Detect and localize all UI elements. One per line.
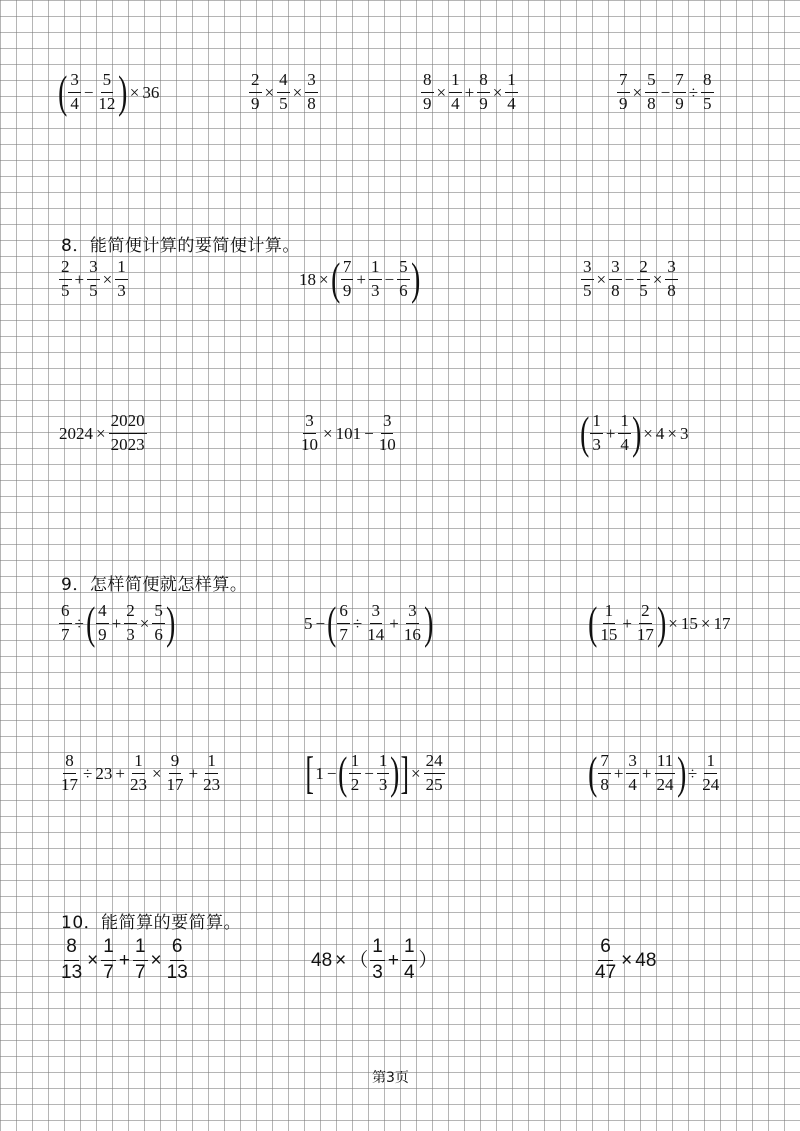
fraction (701, 71, 714, 113)
operator: × (96, 423, 106, 443)
denominator: 24 (656, 774, 674, 794)
denominator: 3 (372, 961, 383, 983)
fraction (59, 752, 80, 794)
denominator: 24 (702, 774, 720, 794)
numerator: 1 (449, 71, 462, 93)
fraction (59, 258, 72, 300)
fraction (598, 602, 619, 644)
denominator: 6 (154, 624, 163, 644)
operator: ÷ (687, 763, 698, 783)
numerator: 3 (626, 752, 639, 774)
denominator: 7 (339, 624, 348, 644)
problem-p17 (58, 937, 191, 984)
operator: × (87, 949, 99, 971)
number: 1 (315, 763, 324, 783)
fraction (449, 71, 462, 113)
operator: + (464, 82, 475, 102)
section-heading-8: 8．能简便计算的要简便计算。 (61, 236, 300, 256)
fraction (617, 71, 630, 113)
operator: ÷ (688, 82, 699, 102)
denominator: 14 (367, 624, 385, 644)
fraction (115, 258, 128, 300)
problem-p1 (58, 66, 160, 118)
problem-p19 (592, 937, 657, 984)
denominator: 7 (134, 961, 146, 983)
fraction (370, 937, 385, 984)
operator: ÷ (352, 613, 363, 633)
denominator: 5 (583, 280, 592, 300)
numerator: 5 (645, 71, 658, 93)
fraction (349, 752, 362, 794)
number: 101 (335, 423, 362, 443)
fraction (609, 258, 622, 300)
fraction (249, 71, 262, 113)
parenthesis: ( (85, 597, 96, 649)
operator: + (115, 763, 125, 783)
numerator: 6 (337, 602, 350, 624)
denominator: 8 (600, 774, 609, 794)
fraction (593, 937, 618, 984)
fraction (133, 937, 148, 984)
denominator: 47 (595, 961, 617, 983)
numerator: 1 (603, 602, 616, 624)
denominator: 4 (620, 434, 629, 454)
parenthesis: ) (390, 747, 400, 799)
page-number: 第3页 (372, 1070, 409, 1086)
numerator: 1 (132, 752, 145, 774)
denominator: 7 (61, 624, 70, 644)
parenthesis: ( (588, 597, 598, 649)
fraction (337, 602, 350, 644)
numerator: 3 (68, 71, 81, 93)
operator: + (356, 269, 367, 289)
problem-p9 (298, 412, 399, 454)
operator: + (387, 949, 399, 971)
numerator: 9 (169, 752, 182, 774)
fraction (637, 258, 650, 300)
numerator: 1 (590, 412, 603, 434)
numerator: 1 (402, 937, 417, 961)
numerator: 6 (170, 937, 185, 961)
problem-p16 (588, 747, 722, 799)
operator: + (641, 763, 652, 783)
operator: × (621, 949, 633, 971)
denominator: 9 (423, 93, 432, 113)
numerator: 2 (637, 258, 650, 280)
denominator: 10 (301, 434, 318, 454)
denominator: 3 (126, 624, 135, 644)
fraction (109, 412, 147, 454)
section-heading-10: 10．能简算的要简算。 (61, 913, 242, 933)
operator: + (622, 613, 632, 633)
numerator: 8 (64, 937, 79, 961)
problem-p4 (616, 71, 715, 113)
operator: × (667, 423, 677, 443)
fraction (377, 752, 390, 794)
number: 4 (655, 423, 665, 443)
numerator: 3 (305, 71, 318, 93)
numerator: 3 (87, 258, 100, 280)
numerator: 2 (59, 258, 72, 280)
operator: × (150, 949, 162, 971)
fraction (665, 258, 678, 300)
denominator: 13 (61, 961, 83, 983)
operator: − (326, 763, 337, 783)
numerator: 2 (639, 602, 652, 624)
fraction (402, 937, 417, 984)
denominator: 16 (403, 624, 421, 644)
numerator: 3 (609, 258, 622, 280)
operator: × (643, 423, 653, 443)
numerator: 6 (59, 602, 72, 624)
operator: + (389, 613, 399, 633)
fraction (124, 602, 137, 644)
numerator: 8 (477, 71, 490, 93)
denominator: 4 (403, 961, 415, 983)
parenthesis: ( (330, 253, 340, 305)
numerator: 1 (101, 937, 116, 961)
operator: × (139, 613, 150, 633)
fraction (700, 752, 721, 794)
fraction (299, 412, 320, 454)
fraction (96, 602, 109, 644)
parenthesis: ( (327, 597, 337, 649)
numerator: 1 (369, 258, 382, 280)
numerator: 8 (63, 752, 76, 774)
denominator: 12 (98, 93, 116, 113)
denominator: 3 (117, 280, 126, 300)
denominator: 4 (628, 774, 637, 794)
numerator: 2020 (109, 412, 147, 434)
denominator: 5 (279, 93, 288, 113)
problem-p2 (248, 71, 319, 113)
operator: ÷ (83, 763, 93, 783)
operator: × (335, 949, 347, 971)
fraction (645, 71, 658, 113)
denominator: 5 (89, 280, 98, 300)
operator: × (632, 82, 643, 102)
number: （ (349, 949, 369, 971)
numerator: 1 (704, 752, 717, 774)
operator: × (700, 613, 711, 633)
numerator: 1 (377, 752, 390, 774)
operator: × (264, 82, 275, 102)
denominator: 8 (611, 280, 620, 300)
problem-p13 (588, 597, 731, 649)
problem-p14 (58, 752, 223, 794)
fraction (277, 71, 290, 113)
numerator: 2 (124, 602, 137, 624)
operator: × (323, 423, 333, 443)
denominator: 23 (129, 774, 147, 794)
numerator: 24 (424, 752, 445, 774)
problem-p8 (58, 412, 148, 454)
numerator: 1 (133, 937, 148, 961)
operator: − (624, 269, 635, 289)
number: 36 (142, 82, 160, 102)
square-bracket: ] (400, 747, 409, 799)
numerator: 7 (617, 71, 630, 93)
parenthesis: ) (423, 597, 434, 649)
fraction (96, 71, 117, 113)
problem-p10 (580, 407, 689, 459)
denominator: 3 (592, 434, 601, 454)
denominator: 8 (307, 93, 316, 113)
operator: × (319, 269, 329, 289)
operator: ÷ (74, 613, 84, 633)
operator: × (102, 269, 113, 289)
parenthesis: ) (118, 66, 128, 118)
fraction (365, 602, 386, 644)
numerator: 7 (673, 71, 686, 93)
fraction (635, 602, 656, 644)
fraction (201, 752, 222, 794)
fraction (341, 258, 354, 300)
denominator: 8 (647, 93, 656, 113)
fraction (165, 937, 190, 984)
operator: − (364, 423, 374, 443)
fraction (618, 412, 631, 454)
number: 15 (680, 613, 698, 633)
number: 48 (635, 949, 657, 971)
denominator: 17 (166, 774, 184, 794)
numerator: 6 (598, 937, 613, 961)
problem-p18 (310, 937, 439, 984)
operator: + (188, 763, 199, 783)
denominator: 4 (451, 93, 460, 113)
operator: × (492, 82, 503, 102)
denominator: 2 (350, 774, 360, 794)
denominator: 17 (61, 774, 78, 794)
problem-p7 (580, 258, 679, 300)
denominator: 6 (399, 280, 408, 300)
numerator: 3 (370, 602, 383, 624)
problem-p3 (420, 71, 519, 113)
problem-p11 (58, 597, 176, 649)
square-bracket: [ (305, 747, 314, 799)
fraction (477, 71, 490, 113)
numerator: 1 (115, 258, 128, 280)
number: 3 (679, 423, 689, 443)
operator: × (668, 613, 678, 633)
parenthesis: ( (580, 407, 590, 459)
fraction (128, 752, 149, 794)
denominator: 9 (675, 93, 684, 113)
fraction (598, 752, 611, 794)
operator: + (111, 613, 122, 633)
parenthesis: ) (676, 747, 686, 799)
denominator: 8 (667, 280, 676, 300)
problem-p5 (58, 258, 129, 300)
operator: − (315, 613, 326, 633)
fraction (59, 602, 72, 644)
numerator: 1 (349, 752, 362, 774)
denominator: 25 (425, 774, 443, 794)
operator: × (129, 82, 140, 102)
numerator: 8 (421, 71, 434, 93)
denominator: 9 (98, 624, 107, 644)
denominator: 5 (639, 280, 648, 300)
numerator: 5 (152, 602, 165, 624)
fraction (305, 71, 318, 113)
fraction (68, 71, 81, 113)
operator: − (83, 82, 94, 102)
fraction (581, 258, 594, 300)
denominator: 5 (61, 280, 70, 300)
numerator: 8 (701, 71, 714, 93)
denominator: 9 (342, 280, 352, 300)
numerator: 1 (618, 412, 631, 434)
number: 18 (299, 269, 316, 289)
fraction (165, 752, 186, 794)
operator: + (118, 949, 130, 971)
operator: × (652, 269, 663, 289)
fraction (397, 258, 410, 300)
numerator: 5 (101, 71, 114, 93)
numerator: 3 (581, 258, 594, 280)
denominator: 9 (251, 93, 260, 113)
numerator: 1 (505, 71, 518, 93)
section-heading-9: 9．怎样简便就怎样算。 (61, 575, 248, 595)
number: 5 (304, 613, 313, 633)
denominator: 4 (507, 93, 516, 113)
fraction (59, 937, 84, 984)
denominator: 7 (103, 961, 114, 983)
parenthesis: ( (338, 747, 348, 799)
fraction (87, 258, 100, 300)
number: ） (418, 949, 438, 971)
parenthesis: ) (410, 253, 420, 305)
fraction (101, 937, 116, 984)
numerator: 7 (598, 752, 611, 774)
numerator: 5 (397, 258, 410, 280)
operator: + (605, 423, 616, 443)
numerator: 11 (655, 752, 675, 774)
fraction (673, 71, 686, 113)
fraction (421, 71, 434, 113)
problem-p12 (303, 597, 434, 649)
fraction (424, 752, 445, 794)
fraction (369, 258, 382, 300)
operator: × (596, 269, 607, 289)
denominator: 9 (619, 93, 628, 113)
numerator: 2 (249, 71, 262, 93)
number: 17 (713, 613, 731, 633)
parenthesis: ) (656, 597, 667, 649)
denominator: 10 (378, 434, 396, 454)
denominator: 23 (203, 774, 221, 794)
denominator: 3 (378, 774, 388, 794)
fraction (655, 752, 676, 794)
numerator: 3 (406, 602, 419, 624)
operator: − (660, 82, 671, 102)
fraction (505, 71, 518, 113)
number: 23 (95, 763, 113, 783)
numerator: 3 (381, 412, 394, 434)
operator: − (364, 763, 374, 783)
operator: × (292, 82, 303, 102)
problem-p15 (305, 747, 446, 799)
numerator: 7 (341, 258, 354, 280)
fraction (152, 602, 165, 644)
denominator: 17 (636, 624, 654, 644)
denominator: 15 (600, 624, 618, 644)
denominator: 2023 (110, 434, 145, 454)
fraction (377, 412, 398, 454)
fraction (626, 752, 639, 794)
problem-p6 (298, 253, 420, 305)
numerator: 1 (205, 752, 218, 774)
denominator: 13 (166, 961, 188, 983)
operator: × (411, 763, 421, 783)
operator: + (74, 269, 85, 289)
numerator: 3 (665, 258, 678, 280)
operator: × (436, 82, 447, 102)
parenthesis: ) (631, 407, 642, 459)
parenthesis: ( (58, 66, 68, 118)
fraction (402, 602, 423, 644)
denominator: 9 (479, 93, 488, 113)
denominator: 4 (70, 93, 79, 113)
denominator: 5 (703, 93, 712, 113)
numerator: 3 (303, 412, 316, 434)
numerator: 4 (96, 602, 109, 624)
operator: × (151, 763, 162, 783)
number: 48 (311, 949, 333, 971)
denominator: 3 (371, 280, 380, 300)
numerator: 1 (370, 937, 385, 961)
number: 2024 (59, 423, 93, 443)
numerator: 4 (277, 71, 290, 93)
operator: + (613, 763, 624, 783)
fraction (590, 412, 603, 454)
parenthesis: ( (588, 747, 598, 799)
parenthesis: ) (165, 597, 176, 649)
operator: − (384, 269, 395, 289)
